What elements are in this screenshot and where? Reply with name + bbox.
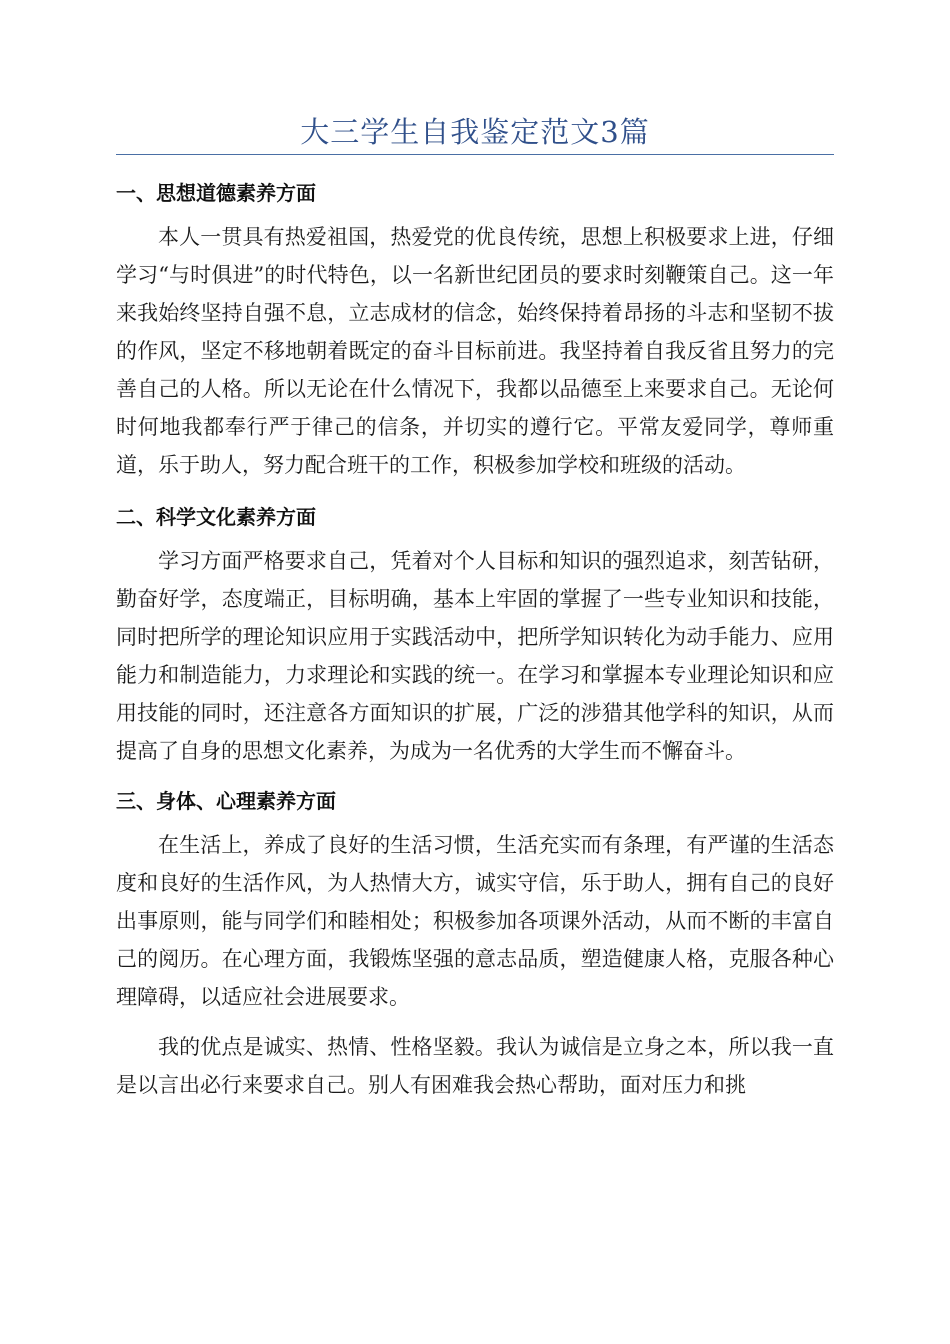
- section-heading-science-culture: 二、科学文化素养方面: [116, 505, 316, 529]
- section-heading-ideology: 一、思想道德素养方面: [116, 181, 316, 205]
- paragraph: 学习方面严格要求自己，凭着对个人目标和知识的强烈追求，刻苦钻研，勤奋好学，态度端正，目标明确，基本上牢固的掌握了一些专业知识和技能，同时把所学的理论知识应用于实践活动中，把所学知识转化为动手能力、应用能力和制造能力，力求理论和实践的统一。在学习和掌握本专业理论知识和应用技能的同时，还注意各方面知识的扩展，广泛的涉猎其他学科的知识，从而提高了自身的思想文化素养，为成为一名优秀的大学生而不懈奋斗。: [116, 549, 834, 763]
- paragraph: 在生活上，养成了良好的生活习惯，生活充实而有条理，有严谨的生活态度和良好的生活作风，为人热情大方，诚实守信，乐于助人，拥有自己的良好出事原则，能与同学们和睦相处；积极参加各项课外活动，从而不断的丰富自己的阅历。在心理方面，我锻炼坚强的意志品质，塑造健康人格，克服各种心理障碍，以适应社会进展要求。: [116, 833, 834, 1009]
- section-heading-body-mind: 三、身体、心理素养方面: [116, 789, 336, 813]
- document-title: 大三学生自我鉴定范文3篇: [300, 115, 650, 149]
- document-body: [116, 172, 834, 1112]
- paragraph: 我的优点是诚实、热情、性格坚毅。我认为诚信是立身之本，所以我一直是以言出必行来要求自己。别人有困难我会热心帮助，面对压力和挑: [116, 1035, 834, 1097]
- paragraph: 本人一贯具有热爱祖国，热爱党的优良传统，思想上积极要求上进，仔细学习“与时俱进”的时代特色，以一名新世纪团员的要求时刻鞭策自己。这一年来我始终坚持自强不息，立志成材的信念，始终保持着昂扬的斗志和坚韧不拔的作风，坚定不移地朝着既定的奋斗目标前进。我坚持着自我反省且努力的完善自己的人格。所以无论在什么情况下，我都以品德至上来要求自己。无论何时何地我都奉行严于律己的信条，并切实的遵行它。平常友爱同学，尊师重道，乐于助人，努力配合班干的工作，积极参加学校和班级的活动。: [116, 225, 834, 477]
- title-divider: [116, 154, 834, 155]
